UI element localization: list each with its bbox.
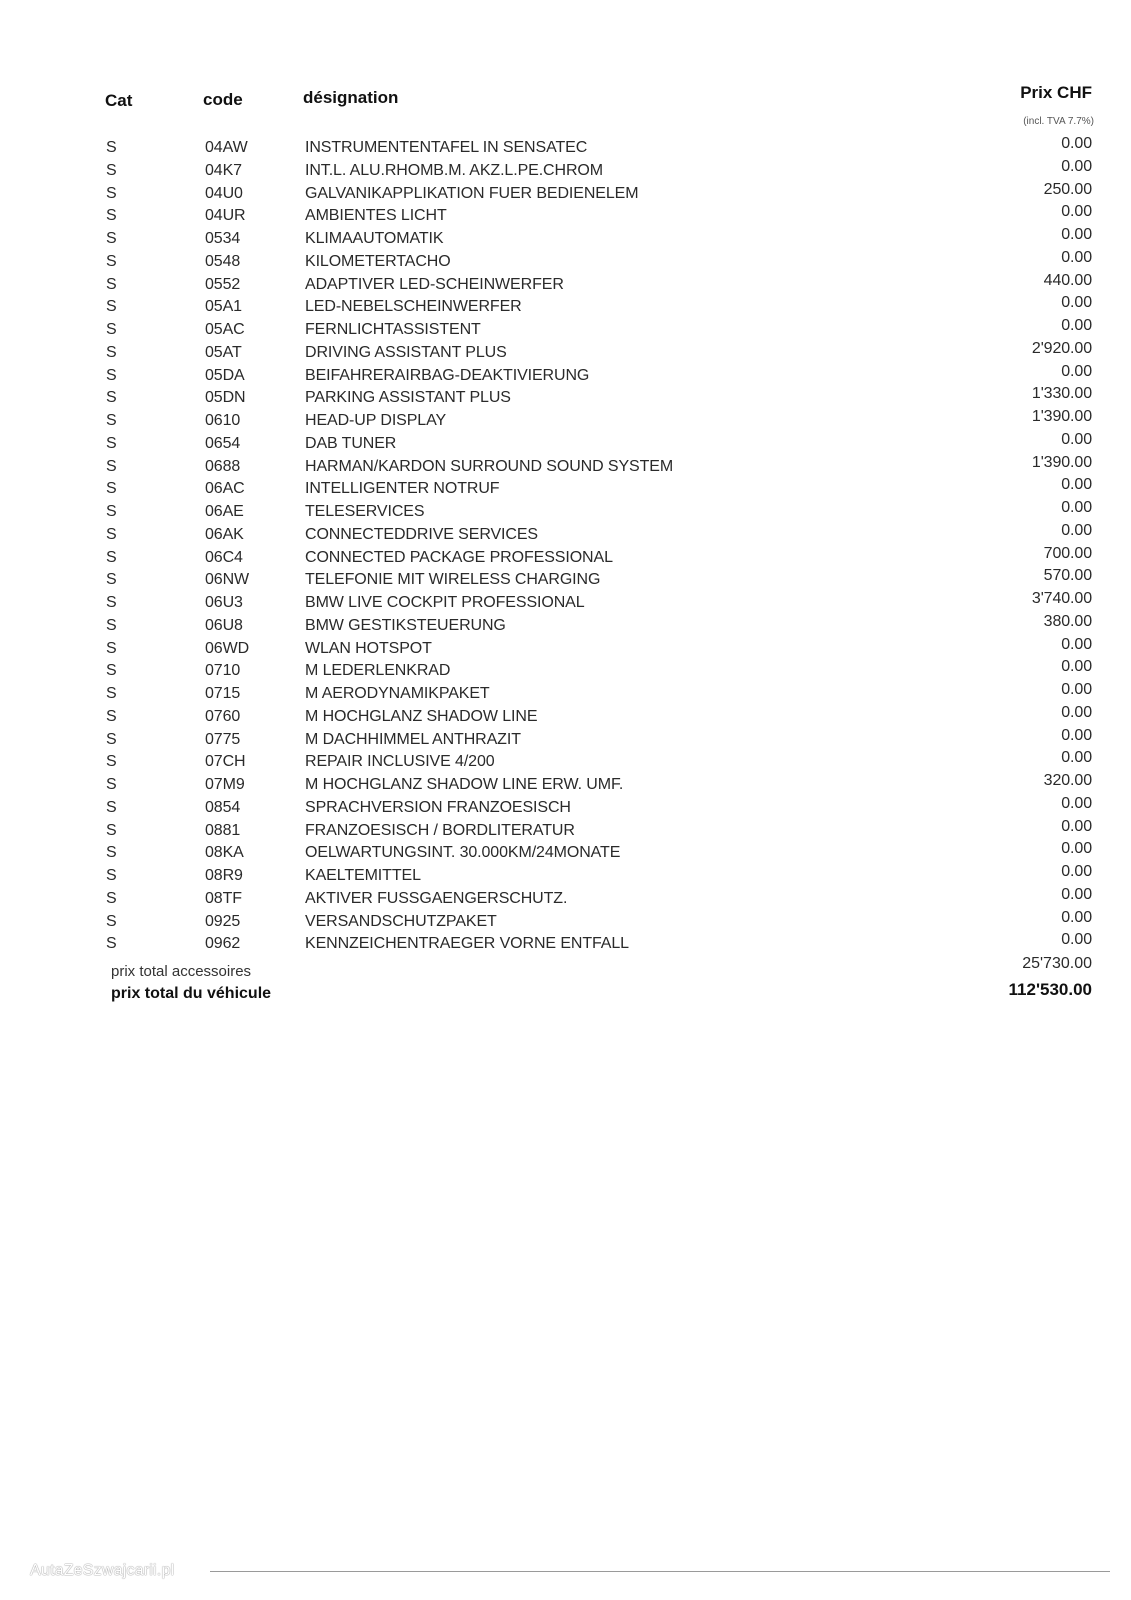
watermark: AutaZeSzwajcarii.pl (30, 1562, 175, 1579)
vehicle-total-label: prix total du véhicule (111, 985, 272, 1002)
accessories-total-label: prix total accessoires (111, 963, 252, 980)
row-code: 0881 (205, 821, 241, 839)
row-designation: FRANZOESISCH / BORDLITERATUR (305, 821, 575, 839)
row-designation: TELESERVICES (305, 503, 425, 520)
row-price: 0.00 (1061, 430, 1092, 448)
row-price: 0.00 (1061, 817, 1092, 835)
row-code: 0760 (205, 707, 241, 725)
row-cat: S (106, 594, 117, 611)
table-row (0, 728, 1131, 751)
row-cat: S (106, 662, 117, 680)
row-cat: S (106, 616, 117, 634)
row-code: 05A1 (205, 298, 242, 316)
row-designation: AKTIVER FUSSGAENGERSCHUTZ. (305, 889, 568, 907)
table-row (0, 864, 1131, 887)
row-code: 0710 (205, 662, 241, 680)
row-code: 04K7 (205, 161, 242, 179)
row-code: 06WD (205, 639, 250, 657)
row-cat: S (106, 571, 117, 589)
table-row (0, 910, 1131, 933)
row-designation: BEIFAHRERAIRBAG-DEAKTIVIERUNG (305, 366, 590, 384)
row-code: 05DN (205, 389, 246, 407)
row-cat: S (106, 935, 117, 953)
row-designation: KLIMAAUTOMATIK (305, 230, 444, 247)
row-cat: S (106, 776, 117, 793)
row-price: 0.00 (1061, 703, 1092, 721)
row-code: 08TF (205, 889, 242, 907)
table-row (0, 227, 1131, 250)
row-designation: BMW GESTIKSTEUERUNG (305, 616, 506, 634)
table-row (0, 204, 1131, 227)
row-code: 04UR (205, 207, 246, 225)
row-code: 05DA (205, 366, 245, 384)
row-price: 700.00 (1043, 544, 1092, 562)
table-row (0, 819, 1131, 842)
vehicle-total-value: 112'530.00 (1008, 980, 1092, 999)
row-cat: S (106, 730, 117, 748)
row-price: 0.00 (1061, 294, 1092, 312)
row-price: 0.00 (1061, 863, 1092, 880)
table-row (0, 591, 1131, 614)
row-cat: S (106, 457, 117, 475)
row-code: 0775 (205, 730, 241, 748)
table-row (0, 182, 1131, 205)
row-designation: M LEDERLENKRAD (305, 662, 451, 680)
row-code: 0925 (205, 912, 241, 930)
row-designation: DAB TUNER (305, 434, 397, 452)
column-header-code: code (203, 90, 243, 109)
row-price: 0.00 (1061, 476, 1092, 494)
table-row (0, 637, 1131, 660)
row-cat: S (106, 139, 117, 156)
row-code: 08KA (205, 844, 244, 862)
row-price: 0.00 (1061, 203, 1092, 221)
table-row (0, 750, 1131, 773)
row-price: 0.00 (1061, 248, 1092, 266)
row-cat: S (106, 184, 117, 202)
column-header-price: Prix CHF (1020, 83, 1092, 102)
table-row (0, 477, 1131, 500)
row-cat: S (106, 321, 117, 338)
row-price: 0.00 (1061, 794, 1092, 812)
row-designation: OELWARTUNGSINT. 30.000KM/24MONATE (305, 844, 621, 862)
table-row (0, 455, 1131, 478)
row-designation: INTELLIGENTER NOTRUF (305, 480, 500, 498)
row-cat: S (106, 503, 117, 520)
row-designation: INT.L. ALU.RHOMB.M. AKZ.L.PE.CHROM (305, 161, 603, 179)
table-row (0, 364, 1131, 387)
table-row (0, 773, 1131, 796)
row-code: 05AT (205, 343, 242, 361)
row-code: 04AW (205, 139, 248, 156)
row-cat: S (106, 753, 117, 771)
table-row (0, 136, 1131, 159)
row-code: 06U8 (205, 616, 243, 634)
row-price: 1'330.00 (1031, 385, 1092, 403)
row-designation: KENNZEICHENTRAEGER VORNE ENTFALL (305, 935, 629, 953)
row-cat: S (106, 685, 117, 702)
row-designation: REPAIR INCLUSIVE 4/200 (305, 753, 495, 771)
row-code: 06NW (205, 571, 250, 589)
row-price: 250.00 (1043, 180, 1092, 198)
row-designation: TELEFONIE MIT WIRELESS CHARGING (305, 571, 601, 589)
row-price: 0.00 (1061, 157, 1092, 175)
row-designation: KAELTEMITTEL (305, 867, 421, 884)
row-designation: M DACHHIMMEL ANTHRAZIT (305, 730, 521, 748)
row-cat: S (106, 434, 117, 452)
row-price: 1'390.00 (1031, 453, 1092, 471)
row-designation: M HOCHGLANZ SHADOW LINE (305, 707, 538, 725)
row-designation: M HOCHGLANZ SHADOW LINE ERW. UMF. (305, 776, 624, 793)
row-cat: S (106, 525, 117, 543)
row-code: 0654 (205, 434, 241, 452)
table-row (0, 546, 1131, 569)
row-price: 0.00 (1061, 317, 1092, 334)
row-code: 05AC (205, 321, 245, 338)
table-row (0, 386, 1131, 409)
row-price: 0.00 (1061, 362, 1092, 380)
row-designation: SPRACHVERSION FRANZOESISCH (305, 798, 571, 816)
row-cat: S (106, 389, 117, 407)
row-cat: S (106, 230, 117, 247)
row-price: 0.00 (1061, 658, 1092, 676)
row-cat: S (106, 639, 117, 657)
row-designation: BMW LIVE COCKPIT PROFESSIONAL (305, 594, 585, 611)
row-code: 06C4 (205, 548, 243, 566)
row-code: 0610 (205, 412, 241, 429)
row-code: 0552 (205, 275, 241, 293)
row-designation: AMBIENTES LICHT (305, 207, 447, 225)
table-row (0, 159, 1131, 182)
row-price: 320.00 (1043, 772, 1092, 789)
row-price: 440.00 (1043, 271, 1092, 289)
table-row (0, 659, 1131, 682)
row-price: 0.00 (1061, 135, 1092, 152)
row-price: 0.00 (1061, 749, 1092, 767)
table-row (0, 295, 1131, 318)
table-row (0, 841, 1131, 864)
row-cat: S (106, 480, 117, 498)
row-code: 0715 (205, 685, 241, 702)
row-cat: S (106, 366, 117, 384)
row-code: 04U0 (205, 184, 243, 202)
row-designation: WLAN HOTSPOT (305, 639, 432, 657)
table-row (0, 409, 1131, 432)
row-designation: GALVANIKAPPLIKATION FUER BEDIENELEM (305, 184, 639, 202)
row-price: 0.00 (1061, 726, 1092, 744)
row-code: 06U3 (205, 594, 243, 611)
row-price: 0.00 (1061, 931, 1092, 949)
row-code: 08R9 (205, 867, 243, 884)
row-price: 0.00 (1061, 226, 1092, 243)
row-designation: FERNLICHTASSISTENT (305, 321, 481, 338)
row-designation: PARKING ASSISTANT PLUS (305, 389, 511, 407)
row-designation: CONNECTEDDRIVE SERVICES (305, 525, 539, 543)
table-row (0, 568, 1131, 591)
row-price: 0.00 (1061, 635, 1092, 653)
row-price: 570.00 (1043, 567, 1092, 585)
row-code: 07CH (205, 753, 246, 771)
row-designation: VERSANDSCHUTZPAKET (305, 912, 497, 930)
options-list (0, 136, 1131, 955)
row-cat: S (106, 548, 117, 566)
row-code: 0688 (205, 457, 241, 475)
table-row (0, 500, 1131, 523)
row-code: 06AE (205, 503, 244, 520)
table-row (0, 682, 1131, 705)
row-designation: LED-NEBELSCHEINWERFER (305, 298, 522, 316)
row-code: 06AK (205, 525, 244, 543)
row-code: 0534 (205, 230, 241, 247)
row-designation: M AERODYNAMIKPAKET (305, 685, 490, 702)
row-price: 0.00 (1061, 885, 1092, 903)
row-cat: S (106, 867, 117, 884)
table-row (0, 705, 1131, 728)
row-cat: S (106, 844, 117, 862)
row-cat: S (106, 298, 117, 316)
row-price: 0.00 (1061, 840, 1092, 858)
table-row (0, 614, 1131, 637)
table-row (0, 250, 1131, 273)
row-price: 3'740.00 (1031, 590, 1092, 607)
price-vat-note: (incl. TVA 7.7%) (1023, 116, 1094, 127)
row-code: 0962 (205, 935, 241, 953)
row-price: 0.00 (1061, 908, 1092, 926)
row-cat: S (106, 412, 117, 429)
row-price: 380.00 (1043, 612, 1092, 630)
row-designation: CONNECTED PACKAGE PROFESSIONAL (305, 548, 613, 566)
row-price: 1'390.00 (1031, 408, 1092, 425)
table-row (0, 932, 1131, 955)
row-code: 0548 (205, 252, 241, 270)
footer-divider (210, 1571, 1110, 1572)
accessories-total-value: 25'730.00 (1022, 955, 1092, 972)
row-cat: S (106, 207, 117, 225)
table-row (0, 432, 1131, 455)
table-row (0, 523, 1131, 546)
row-designation: ADAPTIVER LED-SCHEINWERFER (305, 275, 564, 293)
row-cat: S (106, 275, 117, 293)
row-cat: S (106, 821, 117, 839)
row-cat: S (106, 912, 117, 930)
row-cat: S (106, 798, 117, 816)
row-cat: S (106, 889, 117, 907)
row-code: 0854 (205, 798, 241, 816)
column-header-cat: Cat (105, 91, 133, 110)
table-row (0, 887, 1131, 910)
row-cat: S (106, 707, 117, 725)
row-designation: HARMAN/KARDON SURROUND SOUND SYSTEM (305, 457, 674, 475)
table-row (0, 318, 1131, 341)
row-code: 06AC (205, 480, 245, 498)
row-cat: S (106, 343, 117, 361)
row-cat: S (106, 252, 117, 270)
row-code: 07M9 (205, 776, 245, 793)
table-row (0, 273, 1131, 296)
row-designation: HEAD-UP DISPLAY (305, 412, 447, 429)
row-cat: S (106, 161, 117, 179)
row-price: 0.00 (1061, 499, 1092, 516)
row-price: 0.00 (1061, 681, 1092, 698)
row-designation: DRIVING ASSISTANT PLUS (305, 343, 507, 361)
table-row (0, 796, 1131, 819)
column-header-designation: désignation (303, 88, 399, 107)
row-price: 0.00 (1061, 521, 1092, 539)
row-designation: KILOMETERTACHO (305, 252, 451, 270)
row-designation: INSTRUMENTENTAFEL IN SENSATEC (305, 139, 588, 156)
table-row (0, 341, 1131, 364)
row-price: 2'920.00 (1031, 339, 1092, 357)
